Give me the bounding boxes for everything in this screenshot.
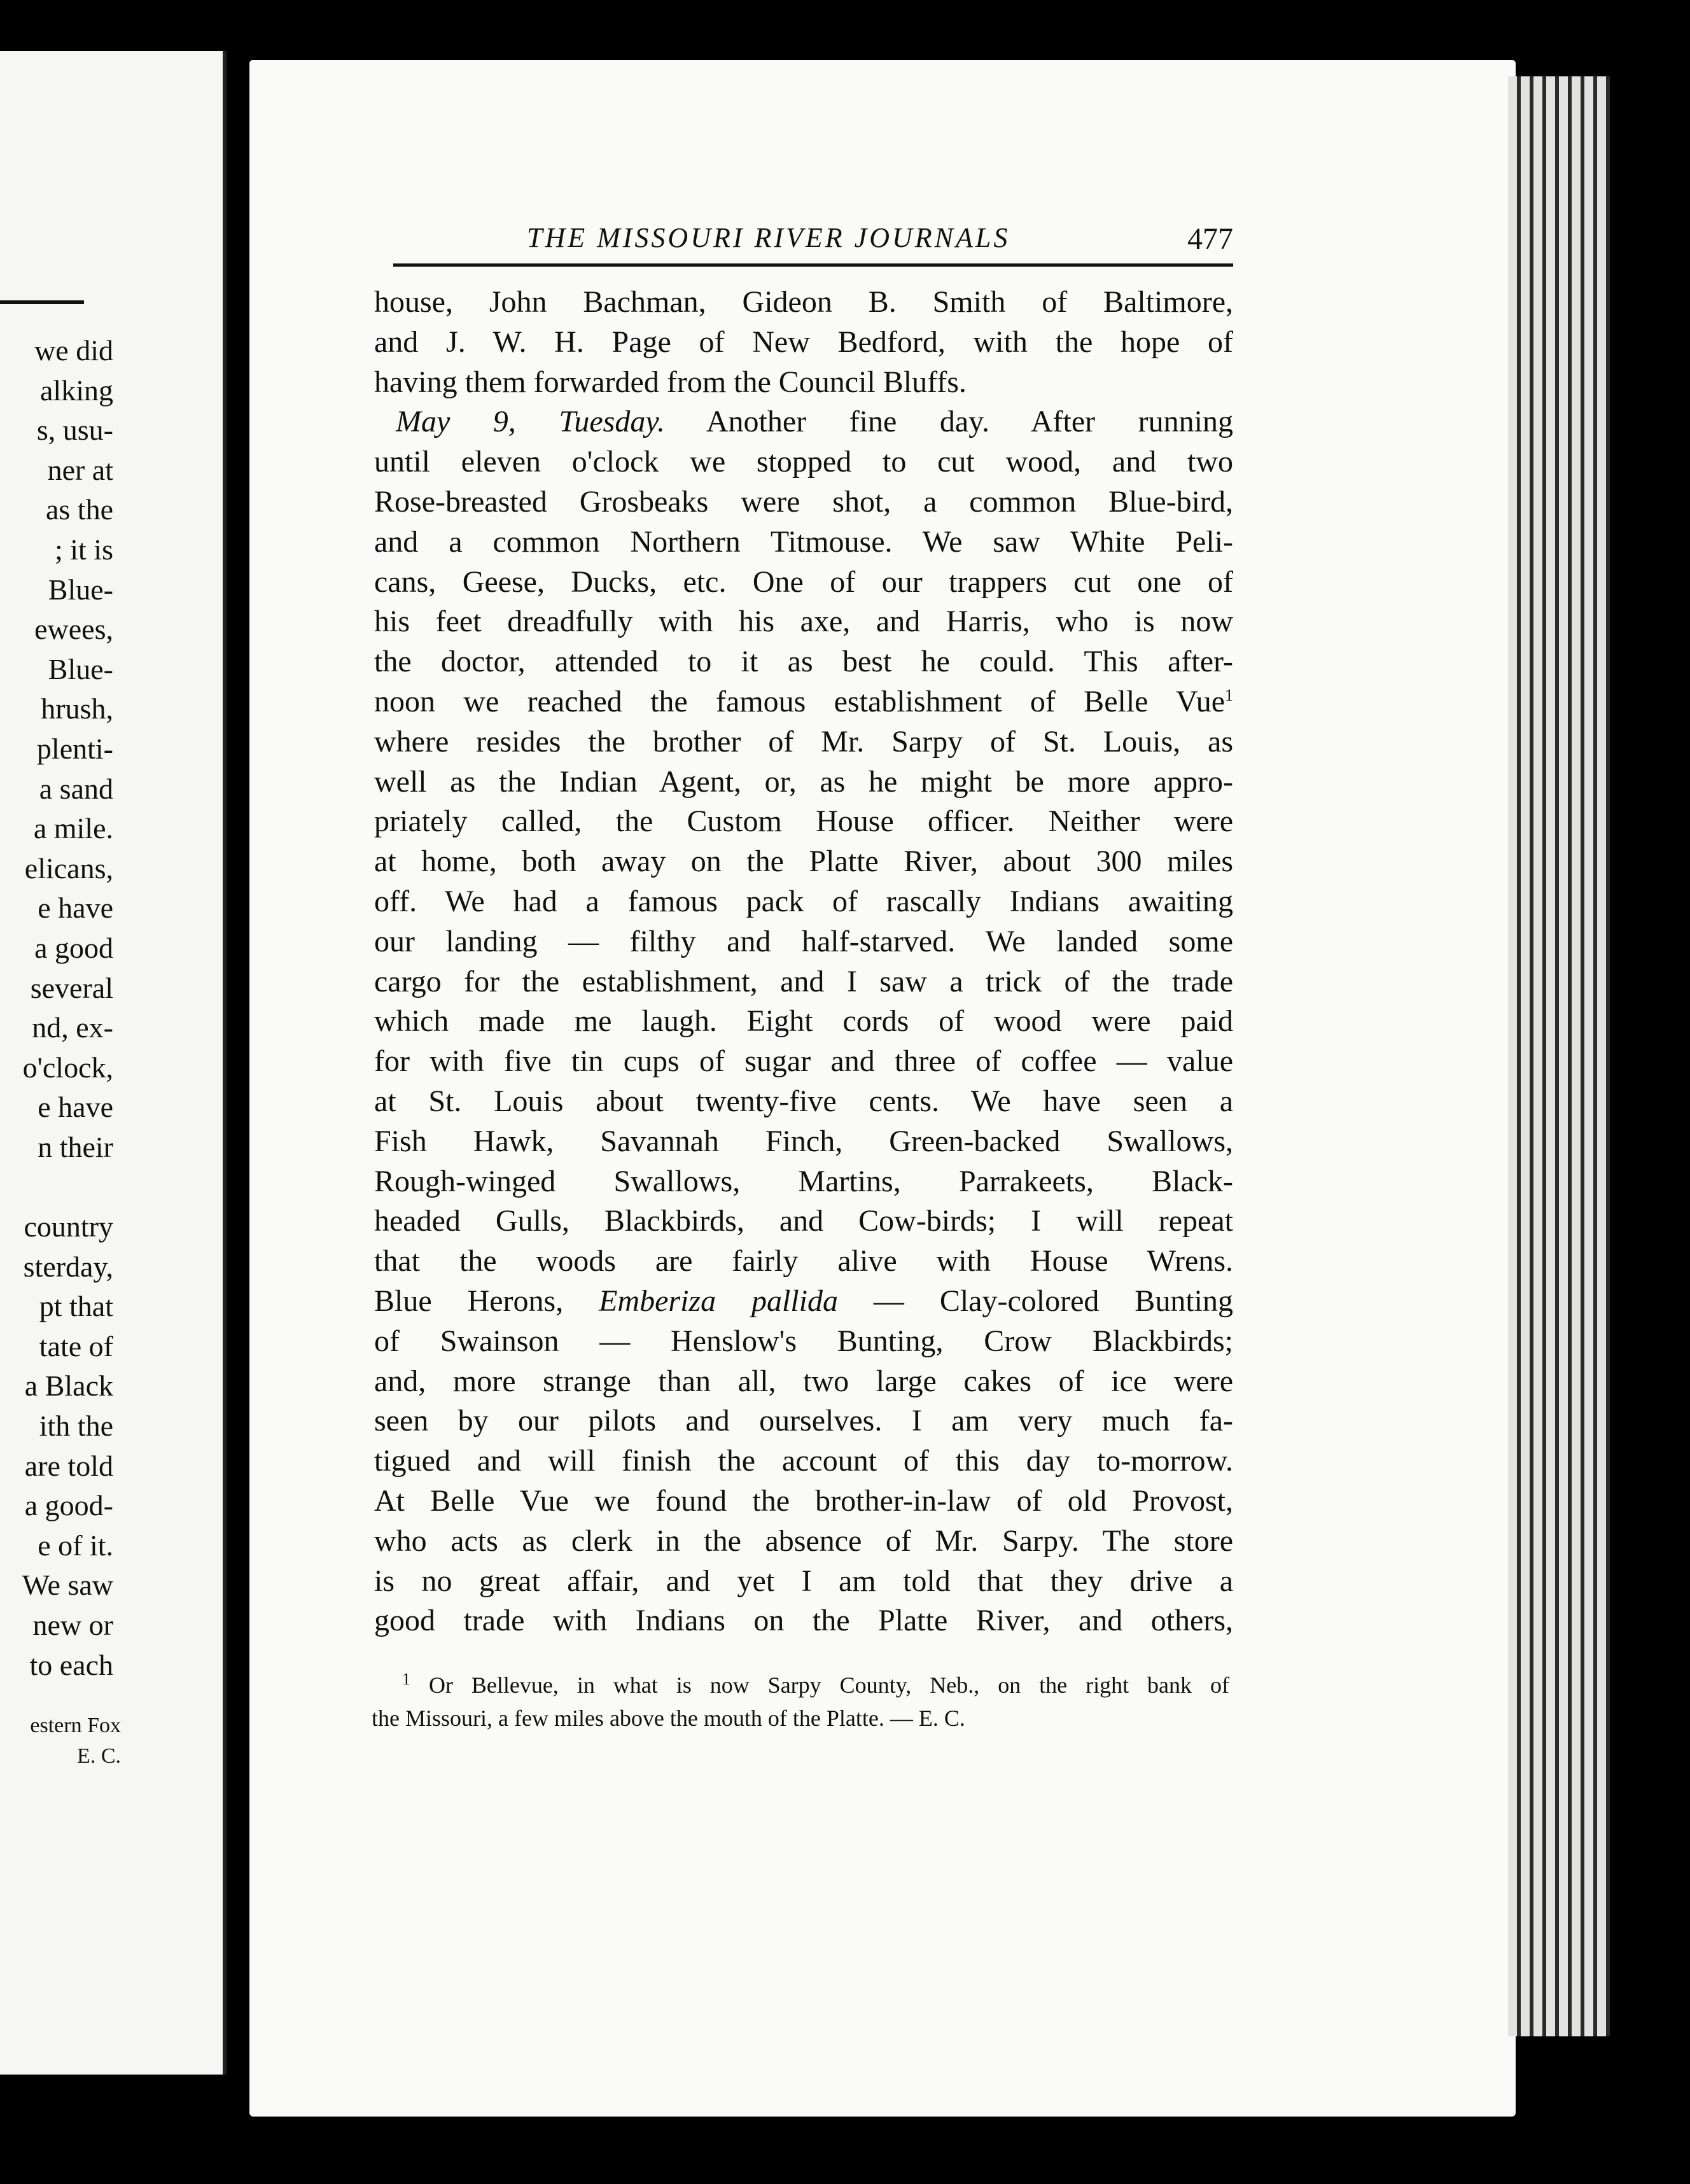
text-line: which made me laugh. Eight cords of wood were paid [374, 1004, 1233, 1039]
left-page-line: as the [45, 493, 113, 526]
text-line: and J. W. H. Page of New Bedford, with the hope of [374, 325, 1233, 359]
left-page-line: tate of [39, 1329, 113, 1362]
text-line: At Belle Vue we found the brother-in-law of old Provost, [374, 1483, 1233, 1518]
left-page-line: a sand [39, 772, 113, 805]
line-text: noon we reached the famous establishment of Belle Vue [374, 684, 1225, 718]
entry-text: Another fine day. After running [665, 405, 1233, 439]
left-page-line: e have [38, 1091, 113, 1124]
running-title: THE MISSOURI RIVER JOURNALS [527, 222, 1010, 253]
text-line: who acts as clerk in the absence of Mr. Sarpy. The store [374, 1523, 1233, 1558]
left-page-line: are told [24, 1449, 113, 1482]
left-page-line: a good- [24, 1489, 113, 1522]
left-page-line: sterday, [23, 1250, 113, 1283]
footnote-line [372, 1669, 1229, 1702]
left-page-line: ner at [47, 453, 113, 486]
text-line: that the woods are fairly alive with House Wrens. [374, 1244, 1233, 1278]
left-page-line: n their [38, 1130, 113, 1163]
left-footnote-line: E. C. [77, 1744, 121, 1768]
text-line: his feet dreadfully with his axe, and Harris, who is now [374, 605, 1233, 639]
species-name: Emberiza pallida [599, 1284, 839, 1318]
text-line: good trade with Indians on the Platte River, and others, [374, 1604, 1233, 1638]
text-line: where resides the brother of Mr. Sarpy of St. Louis, as [374, 724, 1233, 759]
text-line: at home, both away on the Platte River, about 300 miles [374, 844, 1233, 879]
left-page-line: a good [34, 931, 113, 964]
left-page-line: We saw [22, 1569, 113, 1602]
left-page-rule [0, 300, 84, 304]
text-line: headed Gulls, Blackbirds, and Cow-birds; I will repeat [374, 1204, 1233, 1238]
left-page-line: s, usu- [36, 414, 113, 447]
left-page-line: several [30, 971, 113, 1004]
left-page-line: elicans, [24, 851, 113, 885]
text-line: house, John Bachman, Gideon B. Smith of Baltimore, [374, 285, 1233, 319]
left-page-line: e have [38, 892, 113, 925]
text-line: is no great affair, and yet I am told that they drive a [374, 1564, 1233, 1598]
text-line: and a common Northern Titmouse. We saw White Peli- [374, 524, 1233, 559]
running-head [393, 221, 1233, 266]
text-line: tigued and will finish the account of this day to-morrow. [374, 1444, 1233, 1478]
left-footnote-line: estern Fox [30, 1714, 121, 1737]
left-page-line: nd, ex- [32, 1011, 113, 1044]
left-page-text [22, 331, 113, 1685]
left-page-line: ; it is [54, 533, 113, 566]
text-line: cans, Geese, Ducks, etc. One of our trappers cut one of [374, 564, 1233, 599]
text-line: the doctor, attended to it as best he could. This after- [374, 645, 1233, 679]
header-rule [393, 263, 1233, 267]
text-line: Rough-winged Swallows, Martins, Parrakeets, Black- [374, 1164, 1233, 1198]
text-line: until eleven o'clock we stopped to cut wood, and two [374, 445, 1233, 479]
text-line: and, more strange than all, two large cakes of ice were [374, 1364, 1233, 1398]
entry-line [374, 402, 1233, 442]
text-line: our landing — filthy and half-starved. We landed some [374, 924, 1233, 958]
left-page-line: plenti- [36, 732, 113, 765]
footnote [372, 1669, 1229, 1735]
text-line [374, 1282, 1233, 1322]
text-line: seen by our pilots and ourselves. I am very much fa- [374, 1404, 1233, 1438]
facing-page-left [0, 51, 227, 2075]
text-line: priately called, the Custom House officer. Neither were [374, 804, 1233, 839]
line-text: — Clay-colored Bunting [838, 1284, 1233, 1318]
left-page-footnote [30, 1711, 121, 1772]
left-page-line: hrush, [41, 692, 113, 725]
text-line: off. We had a famous pack of rascally Indians awaiting [374, 884, 1233, 918]
text-line: for with five tin cups of sugar and three of coffee — value [374, 1044, 1233, 1079]
left-page-line: e of it. [38, 1529, 113, 1562]
page-number: 477 [1187, 222, 1233, 256]
text-line: Fish Hawk, Savannah Finch, Green-backed Swallows, [374, 1124, 1233, 1158]
text-line: of Swainson — Henslow's Bunting, Crow Blackbirds; [374, 1324, 1233, 1358]
page-edges [1508, 76, 1610, 2036]
left-page-line: to each [29, 1648, 113, 1681]
left-page-line: new or [32, 1609, 113, 1641]
left-page-line: alking [40, 374, 113, 407]
footnote-marker: 1 [1225, 685, 1233, 704]
body-text [374, 283, 1233, 1641]
text-line: at St. Louis about twenty-five cents. We have seen a [374, 1084, 1233, 1118]
line-text: Blue Herons, [374, 1284, 599, 1318]
footnote-line: the Missouri, a few miles above the mouth of the Platte. — E. C. [372, 1705, 965, 1731]
left-page-line: ewees, [34, 613, 113, 646]
left-page-line: ith the [39, 1410, 113, 1443]
left-page-line: Blue- [48, 652, 113, 685]
left-page-line: pt that [39, 1290, 113, 1323]
text-line: Rose-breasted Grosbeaks were shot, a common Blue-bird, [374, 484, 1233, 519]
footnote-text: Or Bellevue, in what is now Sarpy County, Neb., on the right bank of [410, 1672, 1229, 1698]
left-page-line [22, 1167, 113, 1207]
left-page-line: a Black [24, 1369, 113, 1403]
entry-date: May 9, Tuesday. [396, 405, 666, 439]
text-line: having them forwarded from the Council Bluffs. [374, 365, 967, 399]
left-page-line: country [24, 1210, 113, 1243]
text-line: well as the Indian Agent, or, as he might be more appro- [374, 764, 1233, 799]
left-page-line: a mile. [33, 812, 113, 845]
left-page-line: Blue- [48, 573, 113, 606]
text-line [374, 682, 1233, 722]
left-page-line: we did [34, 334, 113, 367]
text-line: cargo for the establishment, and I saw a trick of the trade [374, 964, 1233, 998]
left-page-line: o'clock, [22, 1051, 113, 1084]
footnote-number: 1 [402, 1670, 410, 1688]
